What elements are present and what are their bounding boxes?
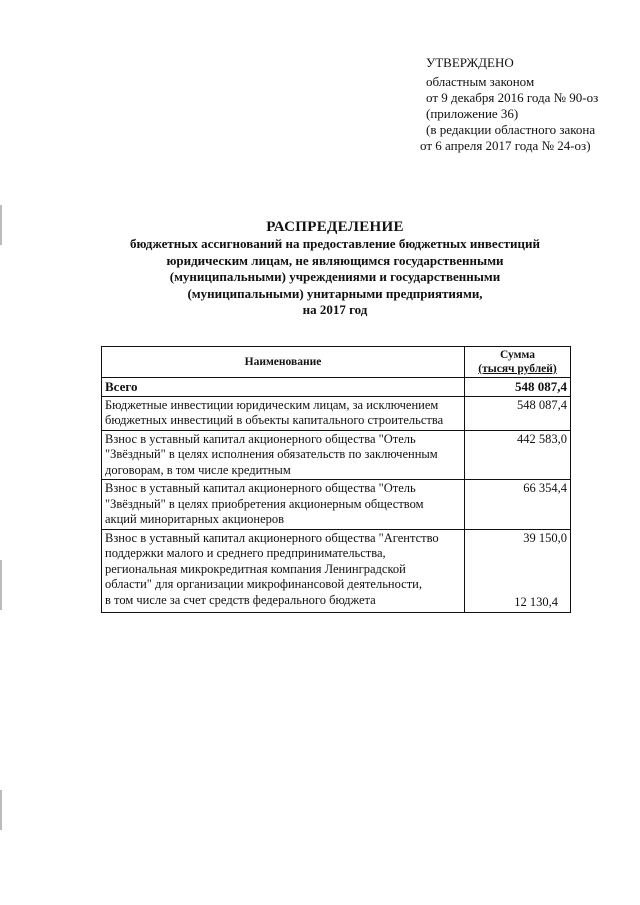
row-name-line: "Звёздный" в целях исполнения обязательств по заключенным: [105, 447, 438, 461]
table-row: [102, 396, 571, 430]
title-subline: (муниципальными) унитарными предприятиями,: [187, 285, 483, 301]
approval-line: от 6 апреля 2017 года № 24-оз): [420, 138, 591, 153]
row-name-line: Взнос в уставный капитал акционерного общества "Отель: [105, 481, 416, 495]
row-name: [102, 396, 465, 430]
row-sub-value: 12 130,4: [514, 595, 558, 609]
table-header-row: [102, 347, 571, 378]
title-subline: бюджетных ассигнований на предоставление бюджетных инвестиций: [130, 236, 540, 251]
row-name-line: бюджетных инвестиций в объекты капитального строительства: [105, 413, 444, 427]
total-row: [102, 378, 571, 397]
budget-table: [101, 346, 571, 613]
row-name-line: поддержки малого и среднего предпринимательства,: [105, 546, 386, 560]
title-main: РАСПРЕДЕЛЕНИЕ: [266, 219, 404, 235]
row-name-line: акций миноритарных акционеров: [105, 512, 285, 526]
title-subline: на 2017 год: [302, 302, 368, 317]
scan-edge-mark: [0, 560, 2, 610]
row-name-line: региональная микрокредитная компания Ленинградской: [105, 561, 406, 576]
title-subline: юридическим лицам, не являющимся государственными: [166, 252, 504, 268]
row-value: 39 150,0: [523, 530, 567, 545]
document-title: [95, 218, 575, 319]
total-label: Всего: [102, 378, 465, 397]
row-name-line: договорам, в том числе кредитным: [105, 462, 291, 477]
header-sum-label: Сумма: [500, 349, 535, 361]
row-name-line: Взнос в уставный капитал акционерного общества "Отель: [105, 431, 416, 446]
row-name-line: Взнос в уставный капитал акционерного общества "Агентство: [105, 530, 439, 545]
table-row: [102, 480, 571, 530]
row-value-cell: [465, 529, 571, 612]
approval-heading: УТВЕРЖДЕНО: [426, 55, 514, 70]
approval-line: от 9 декабря 2016 года № 90-оз: [426, 90, 599, 105]
row-name: [102, 430, 465, 480]
row-name-line: в том числе за счет средств федерального бюджета: [105, 592, 376, 607]
scan-edge-mark: [0, 205, 2, 245]
approval-line: (приложение 36): [426, 106, 519, 121]
title-subline: (муниципальными) учреждениями и государственными: [169, 269, 501, 284]
approval-line: областным законом: [426, 74, 535, 89]
row-name-line: Бюджетные инвестиции юридическим лицам, за исключением: [105, 397, 439, 412]
row-value: 548 087,4: [465, 396, 571, 430]
row-name: [102, 529, 465, 612]
scan-edge-mark: [0, 790, 2, 830]
row-value: 66 354,4: [465, 480, 571, 530]
header-sum-unit: (тысяч рублей): [478, 363, 557, 375]
row-name-line: "Звёздный" в целях приобретения акционерным обществом: [105, 496, 424, 511]
header-name: Наименование: [102, 347, 465, 378]
row-value: 442 583,0: [465, 430, 571, 480]
row-name: [102, 480, 465, 530]
table-row: [102, 529, 571, 612]
row-name-line: области" для организации микрофинансовой деятельности,: [105, 577, 422, 591]
table-row: [102, 430, 571, 480]
approval-line: (в редакции областного закона: [426, 122, 596, 137]
total-value: 548 087,4: [465, 378, 571, 397]
header-sum: [465, 347, 571, 378]
